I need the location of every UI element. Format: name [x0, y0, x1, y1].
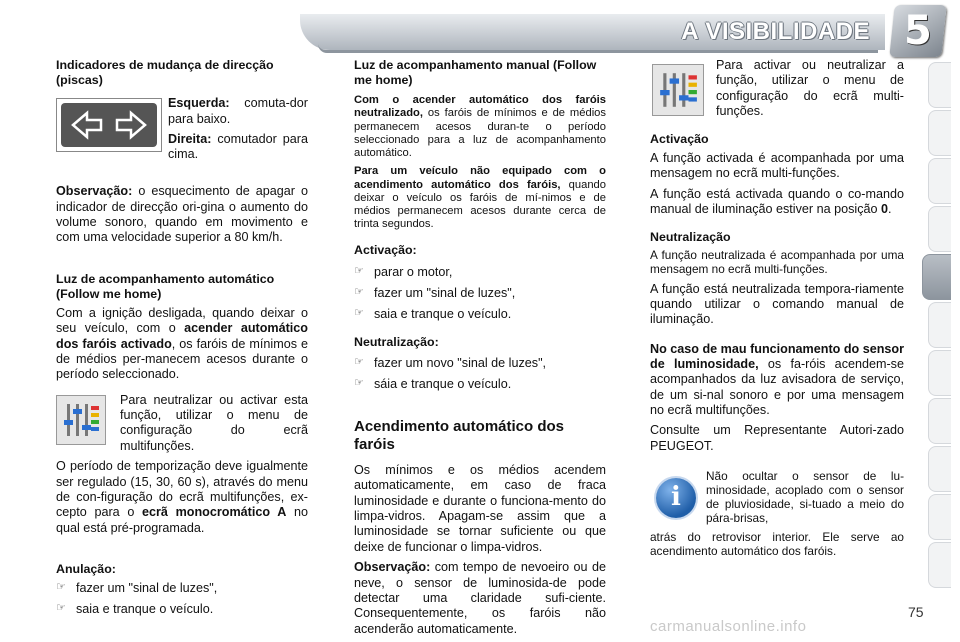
observation-label: Observação:	[354, 560, 431, 575]
manual-bold: Para um veículo não equipado com o acendimento automático dos faróis,	[354, 165, 606, 191]
timer-text-part: no qual está pré-programada.	[56, 505, 308, 535]
pointing-hand-icon: ☞	[354, 377, 364, 390]
activation-text-part: .	[888, 202, 892, 217]
list-item-text: saia e tranque o veículo.	[76, 602, 214, 617]
manual-follow-heading: Luz de acompanhamento manual (Follow me home)	[354, 58, 597, 88]
auto-follow-heading: Luz de acompanhamento automático (Follow me home)	[56, 271, 275, 301]
timer-bold: ecrã monocromático A	[142, 505, 287, 520]
observation-text: o esquecimento de apagar o indicador de direcção ori-gina o aumento do volume sonoro, quando em movimento e com uma velocidade superior a 80 km/h.	[56, 184, 308, 245]
neutralization-heading: Neutralização:	[354, 334, 439, 349]
side-tab[interactable]	[928, 302, 951, 348]
manual-follow-text-1	[354, 94, 606, 160]
side-tab[interactable]	[928, 158, 951, 204]
side-tab[interactable]	[928, 494, 951, 540]
manual-text: quando deixar o veículo os faróis de mí-nimos e de médios permanecem acesos durante cerca de trinta segundos.	[354, 178, 606, 231]
activation-text-part: A função está activada quando o co-mando manual de iluminação estiver na posição	[650, 186, 904, 217]
page-number: 75	[908, 604, 924, 620]
neutralize-text: Para neutralizar ou activar esta função, utilizar o menu de configuração do ecrã multifunções.	[120, 392, 308, 453]
pointing-hand-icon: ☞	[354, 264, 364, 277]
pointing-hand-icon: ☞	[56, 581, 66, 594]
neutralization-heading: Neutralização	[650, 229, 731, 244]
info-text-1: Não ocultar o sensor de lu-minosidade, acoplado com o sensor de pluviosidade, si-tuado a meio do pára-brisas,	[706, 469, 904, 525]
fault-text	[650, 342, 904, 419]
auto-follow-text-part: , os faróis de mínimos e de médios per-manecem acesos durante o período seleccionado.	[56, 336, 309, 382]
list-item	[56, 581, 308, 596]
left-label: Esquerda:	[168, 96, 230, 111]
activation-text-1: A função activada é acompanhada por uma mensagem no ecrã multi-funções.	[650, 151, 904, 181]
fault-bold: No caso de mau funcionamento do sensor de luminosidade,	[650, 341, 905, 371]
manual-follow-text-2	[354, 165, 606, 231]
right-desc: comutador para cima.	[168, 131, 308, 162]
list-item	[354, 356, 606, 371]
neutralize-block	[56, 393, 308, 454]
side-tab[interactable]	[928, 542, 951, 588]
settings-menu-icon	[56, 395, 106, 445]
side-tab[interactable]	[928, 206, 951, 252]
observation-text: com tempo de nevoeiro ou de neve, o sensor de luminosida-de pode detectar uma claridade sufi-ciente. Consequentemente, os faróis não acenderão automaticamente.	[354, 560, 606, 636]
list-item-text: parar o motor,	[374, 264, 453, 279]
chapter-badge	[889, 5, 946, 57]
info-note	[650, 470, 904, 536]
activation-text-2	[650, 187, 904, 218]
column-2	[354, 58, 606, 642]
info-text-2: atrás do retrovisor interior. Ele serve ao acendimento automático dos faróis.	[650, 530, 904, 558]
column-1	[56, 58, 308, 624]
pointing-hand-icon: ☞	[354, 307, 364, 320]
list-item	[354, 377, 606, 392]
side-tab[interactable]	[928, 398, 951, 444]
intro-text: Para activar ou neutralizar a função, utilizar o menu de configuração do ecrã multi-funções.	[716, 58, 904, 119]
chapter-number: 5	[904, 7, 932, 54]
neutralization-text-2: A função está neutralizada tempora-riamente quando utilizar o comando manual de iluminação.	[650, 281, 904, 327]
list-item-text: fazer um "sinal de luzes",	[76, 581, 218, 596]
turn-signal-arrows-icon	[61, 103, 157, 147]
column-3	[650, 58, 904, 564]
intro-block	[650, 58, 904, 122]
fault-desc: os fa-róis acendem-se acompanhados da luz avisadora de serviço, de um si-nal sonoro e por uma mensagem no ecrã multifunções.	[650, 356, 904, 418]
side-tab[interactable]	[928, 350, 951, 396]
list-item	[354, 265, 606, 280]
info-icon: i	[656, 478, 696, 518]
observation-label: Observação:	[56, 184, 133, 199]
side-tab-strip	[928, 62, 960, 602]
auto-headlights-heading: Acendimento automático dos faróis	[354, 418, 565, 453]
activation-heading: Activação:	[354, 243, 417, 258]
list-item-text: fazer um "sinal de luzes",	[374, 285, 516, 300]
list-item-text: fazer um novo "sinal de luzes",	[374, 355, 547, 370]
auto-headlights-observation	[354, 560, 606, 637]
manual-text: os faróis de mínimos e de médios permanecem acesos duran-te o período seleccionado para a luz de acompanhamento automático.	[354, 107, 606, 160]
pointing-hand-icon: ☞	[354, 285, 364, 298]
activation-heading: Activação	[650, 132, 709, 146]
neutralization-text-1: A função neutralizada é acompanhada por uma mensagem no ecrã multi-funções.	[650, 247, 904, 276]
cancel-heading: Anulação:	[56, 561, 116, 576]
side-tab[interactable]	[928, 110, 951, 156]
auto-follow-bold: acender automático dos faróis activado	[56, 321, 309, 351]
side-tab-active[interactable]	[922, 254, 951, 300]
turn-signal-block	[56, 96, 308, 184]
indicators-observation	[56, 184, 308, 245]
list-item	[354, 286, 606, 301]
settings-menu-icon	[652, 64, 704, 116]
manual-bold: Com o acender automático dos faróis neutralizado,	[354, 94, 606, 120]
side-tab[interactable]	[928, 446, 951, 492]
right-label: Direita:	[168, 131, 212, 146]
indicators-heading: Indicadores de mudança de direcção (piscas)	[56, 58, 274, 88]
list-item	[354, 307, 606, 322]
watermark: carmanualsonline.info	[650, 618, 807, 635]
auto-follow-text-part: Com a ignição desligada, quando deixar o seu veículo, com o	[56, 305, 308, 336]
timer-text	[56, 459, 308, 536]
left-indicator-text	[168, 96, 308, 167]
auto-headlights-text: Os mínimos e os médios acendem automaticamente, em caso de fraca luminosidade e durante o funciona-mento do limpa-vidros. Apagam-se assim que a luminosidade se tornar suficiente ou que deixe de funcionar o limpa-vidros.	[354, 462, 606, 554]
consult-text: Consulte um Representante Autori-zado PEUGEOT.	[650, 423, 904, 453]
pointing-hand-icon: ☞	[354, 355, 364, 368]
pointing-hand-icon: ☞	[56, 602, 66, 615]
turn-signal-image	[56, 98, 162, 152]
list-item-text: saia e tranque o veículo.	[374, 307, 512, 322]
auto-follow-text	[56, 306, 308, 383]
left-desc: comuta-dor para baixo.	[168, 96, 308, 126]
side-tab[interactable]	[928, 62, 951, 108]
timer-text-part: O período de temporização deve igualmente ser regulado (15, 30, 60 s), através do menu de con-figuração do ecrã multifunções, ex-cepto para o	[56, 459, 308, 520]
list-item	[56, 602, 308, 617]
page-title: A VISIBILIDADE	[681, 18, 870, 45]
position-zero: 0	[881, 202, 889, 217]
list-item-text: sáia e tranque o veículo.	[374, 377, 512, 392]
